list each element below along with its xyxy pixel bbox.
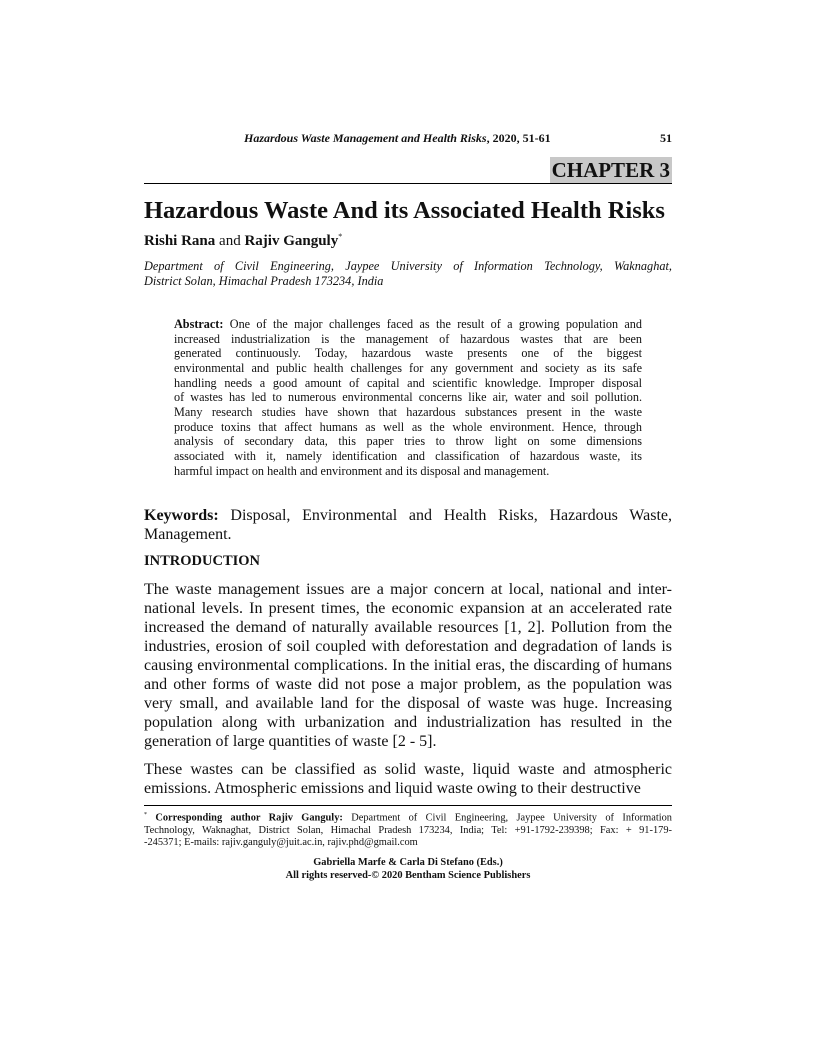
abstract-line: associated with it, namely identification and classification of hazardous waste, its: [174, 448, 642, 463]
text-line: increased the demand of naturally available resources [1, 2]. Pollution from the: [144, 619, 672, 636]
affiliation-line: District Solan, Himachal Pradesh 173234, India: [144, 274, 384, 288]
header-rule: [144, 183, 672, 184]
affiliation-line: Department of Civil Engineering, Jaypee University of Information Technology, Waknaghat,: [144, 259, 672, 273]
footnote-line: -245371; E-mails: rajiv.ganguly@juit.ac.in, rajiv.phd@gmail.com: [144, 837, 418, 849]
text-line: and other forms of waste did not pose a major problem, as the population was: [144, 676, 672, 693]
affiliation: [144, 259, 672, 289]
keywords-label: Keywords:: [144, 507, 219, 524]
abstract-line: environmental and public health challenges for any government and society as its safe: [174, 360, 642, 375]
footnote-line: [144, 809, 672, 825]
paper-title: Hazardous Waste And its Associated Health Risks: [144, 197, 665, 224]
author-2: Rajiv Ganguly: [244, 233, 339, 249]
abstract-label: Abstract:: [174, 317, 224, 331]
abstract-line: generated continuously. Today, hazardous waste presents one of the biggest: [174, 346, 642, 361]
abstract-line: handling needs a good amount of capital and scientific knowledge. Improper disposal: [174, 375, 642, 390]
footnote-mark: *: [144, 812, 147, 818]
publisher-info: [144, 856, 672, 882]
footnote-label: Corresponding author Rajiv Ganguly:: [147, 812, 343, 824]
keywords-text: Disposal, Environmental and Health Risks, Hazardous Waste,: [218, 507, 672, 524]
abstract-line: harmful impact on health and environment and its disposal and management.: [174, 463, 550, 478]
text-line: very small, and available land for the disposal of waste was huge. Increasing: [144, 695, 672, 712]
author-separator: and: [215, 233, 245, 249]
editors: Gabriella Marfe & Carla Di Stefano (Eds.): [313, 857, 503, 868]
footnote-line: Technology, Waknaghat, District Solan, Himachal Pradesh 173234, India; Tel: +91-1792-239398; Fax: + 91-179-: [144, 824, 672, 836]
abstract-line: Many research studies have shown that hazardous substances present in the waste: [174, 404, 642, 419]
keywords-line: [144, 506, 672, 525]
section-heading: INTRODUCTION: [144, 553, 261, 569]
text-line: industries, erosion of soil coupled with deforestation and degradation of lands is: [144, 638, 672, 655]
journal-title: Hazardous Waste Management and Health Risks: [244, 131, 487, 145]
keywords: [144, 506, 672, 544]
abstract-line: produce toxins that affect humans as well as the whole environment. Hence, through: [174, 419, 642, 434]
abstract-line: increased industrialization is the management of hazardous wastes that are been: [174, 331, 642, 346]
text-line: national levels. In present times, the economic expansion at an accelerated rate: [144, 600, 672, 617]
journal-details: , 2020, 51-61: [486, 131, 551, 145]
footnote-rule: [144, 805, 672, 806]
copyright: All rights reserved-© 2020 Bentham Science Publishers: [285, 870, 531, 881]
abstract-text: One of the major challenges faced as the result of a growing population and: [223, 317, 642, 331]
authors: [144, 232, 342, 250]
footnote-text: Department of Civil Engineering, Jaypee University of Information: [342, 812, 672, 824]
page-number: 51: [660, 131, 672, 145]
text-line: generation of large quantities of waste [2 - 5].: [144, 733, 437, 750]
footnote: [144, 809, 672, 850]
chapter-label: CHAPTER 3: [551, 158, 670, 182]
text-line: population along with urbanization and industrialization has resulted in the: [144, 714, 672, 731]
author-1: Rishi Rana: [144, 233, 216, 249]
corresponding-mark: *: [338, 232, 343, 241]
abstract-line: of wastes has led to numerous environmental concerns like air, water and soil pollution.: [174, 390, 642, 405]
keywords-line: Management.: [144, 526, 232, 543]
abstract: [174, 317, 642, 478]
text-line: causing environmental complications. In the initial eras, the discarding of humans: [144, 657, 672, 674]
abstract-line: analysis of secondary data, this paper tries to throw light on some dimensions: [174, 434, 642, 449]
paragraph-1: [144, 580, 672, 751]
text-line: emissions. Atmospheric emissions and liquid waste owing to their destructive: [144, 780, 641, 797]
text-line: These wastes can be classified as solid waste, liquid waste and atmospheric: [144, 761, 672, 778]
text-line: The waste management issues are a major concern at local, national and inter-: [144, 581, 672, 598]
abstract-line: [174, 317, 642, 332]
paragraph-2: [144, 760, 672, 798]
